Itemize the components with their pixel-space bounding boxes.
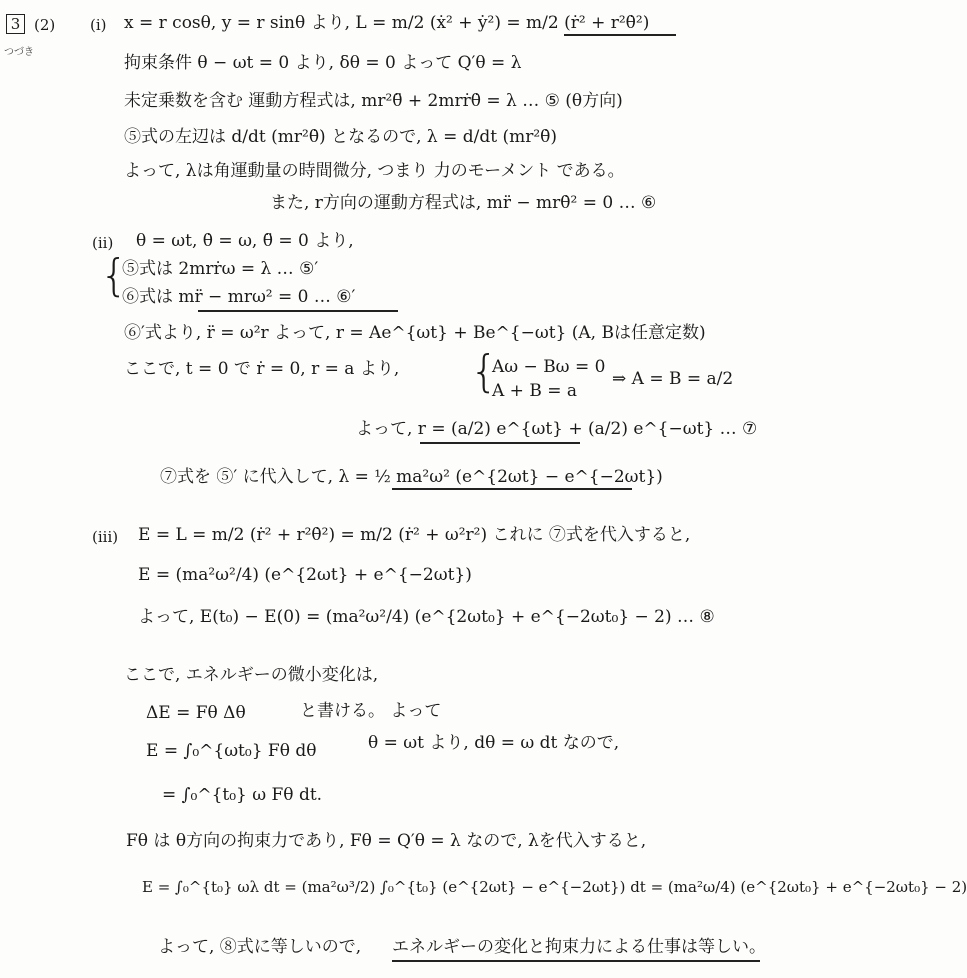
section-iii-line-6a: E = ∫₀^{ωt₀} Fθ dθ <box>146 741 317 761</box>
section-i-line-6: また, r方向の運動方程式は, mr̈ − mrθ̇² = 0 … ⑥ <box>270 193 657 213</box>
section-i-line-3: 未定乗数を含む 運動方程式は, mr²θ̈ + 2mrṙθ̇ = λ … ⑤ (θ方向) <box>124 91 623 111</box>
lambda-underline <box>392 488 632 490</box>
section-i-line-1: x = r cosθ, y = r sinθ より, L = m/2 (ẋ² + ẏ²) = m/2 (ṙ² + r²θ̇²) <box>124 13 650 33</box>
section-i-line-2: 拘束条件 θ − ωt = 0 より, δθ = 0 よって Q′θ = λ <box>124 53 522 73</box>
problem-number: 3 <box>10 15 21 33</box>
section-iii-line-10b: エネルギーの変化と拘束力による仕事は等しい。 <box>392 937 766 957</box>
section-ii-brace-line-2: ⑥式は mr̈ − mrω² = 0 … ⑥′ <box>122 287 356 307</box>
r-solution-underline <box>420 442 580 444</box>
section-iii-line-5a: ΔE = Fθ Δθ <box>146 703 246 723</box>
section-ii-line-4: よって, r = (a/2) e^{ωt} + (a/2) e^{−ωt} … ⑦ <box>356 419 758 439</box>
section-iii-line-10a: よって, ⑧式に等しいので, <box>158 937 362 957</box>
section-ii-line-1: θ = ωt, θ̇ = ω, θ̈ = 0 より, <box>136 231 354 251</box>
section-i-line-5: よって, λは角運動量の時間微分, つまり 力のモーメント である。 <box>124 161 625 181</box>
section-iii-line-6b: θ = ωt より, dθ = ω dt なので, <box>368 733 620 753</box>
lagrangian-underline <box>564 34 676 36</box>
section-iii-line-4: ここで, エネルギーの微小変化は, <box>124 665 379 685</box>
problem-number-box <box>6 14 25 34</box>
system-eq-1: Aω − Bω = 0 <box>492 357 606 377</box>
left-brace: { <box>100 250 128 301</box>
section-iii-line-9: E = ∫₀^{t₀} ωλ dt = (ma²ω³/2) ∫₀^{t₀} (e^{2ωt} − e^{−2ωt}) dt = (ma²ω/4) (e^{2ωt₀} + e^{−2ωt₀} − 2) <box>142 878 967 896</box>
section-i-label: (i) <box>90 16 107 34</box>
section-ii-brace-line-1: ⑤式は 2mrṙω = λ … ⑤′ <box>122 259 319 279</box>
conclusion-underline <box>392 960 760 962</box>
system-brace: { <box>470 346 498 397</box>
section-iii-label: (iii) <box>92 528 119 546</box>
part-label: (2) <box>34 16 56 34</box>
section-ii-line-2: ⑥′式より, r̈ = ω²r よって, r = Ae^{ωt} + Be^{−ωt} (A, Bは任意定数) <box>124 323 706 343</box>
section-iii-line-7: = ∫₀^{t₀} ω Fθ dt. <box>162 785 323 805</box>
system-result: ⇒ A = B = a/2 <box>612 369 734 389</box>
section-iii-line-5b: と書ける。 よって <box>300 701 442 721</box>
section-iii-line-8: Fθ は θ方向の拘束力であり, Fθ = Q′θ = λ なので, λを代入すると, <box>126 831 647 851</box>
section-iii-line-3: よって, E(t₀) − E(0) = (ma²ω²/4) (e^{2ωt₀} + e^{−2ωt₀} − 2) … ⑧ <box>138 607 715 627</box>
system-eq-2: A + B = a <box>492 381 578 401</box>
section-ii-label: (ii) <box>92 234 114 252</box>
section-iii-line-2: E = (ma²ω²/4) (e^{2ωt} + e^{−2ωt}) <box>138 565 472 585</box>
section-iii-line-1: E = L = m/2 (ṙ² + r²θ̇²) = m/2 (ṙ² + ω²r²) これに ⑦式を代入すると, <box>138 525 691 545</box>
section-i-line-4: ⑤式の左辺は d/dt (mr²θ̇) となるので, λ = d/dt (mr²θ̇) <box>124 127 558 147</box>
section-ii-line-3: ここで, t = 0 で ṙ = 0, r = a より, <box>124 359 400 379</box>
eq6-underline <box>198 310 398 312</box>
section-ii-line-5: ⑦式を ⑤′ に代入して, λ = ½ ma²ω² (e^{2ωt} − e^{−2ωt}) <box>160 467 663 487</box>
continued-note: つづき <box>4 47 34 58</box>
